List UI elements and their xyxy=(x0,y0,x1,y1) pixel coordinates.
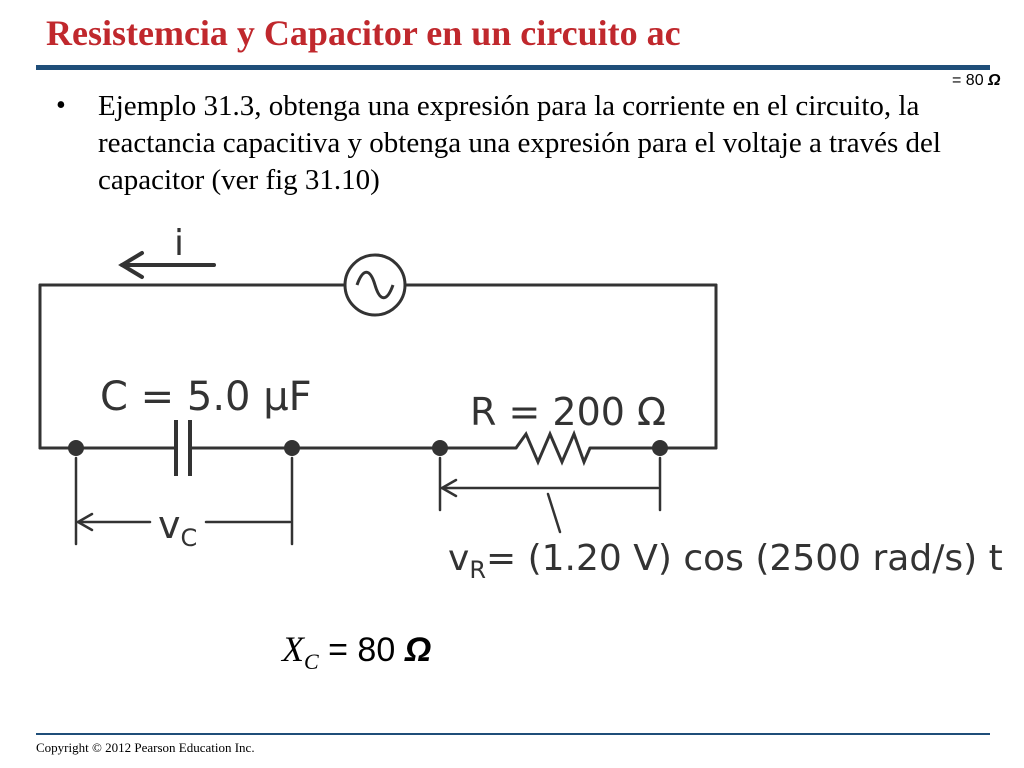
node-3 xyxy=(432,440,448,456)
bullet-text: Ejemplo 31.3, obtenga una expresión para la corriente en el circuito, la reactancia capacitiva y obtenga una expresión para el voltaje a través del capacitor (ver fig 31.10) xyxy=(98,90,941,196)
circuit-diagram xyxy=(0,220,1024,600)
bullet-marker: • xyxy=(56,90,66,121)
vr-label: $v_R= (1.20$ V) cos (2500 rad/s) t xyxy=(448,538,1003,584)
current-arrow-icon xyxy=(122,253,214,277)
capacitor-icon xyxy=(176,420,190,476)
ac-source-icon xyxy=(345,255,405,315)
node-1 xyxy=(68,440,84,456)
vr-expression: = (1.20 V) cos (2500 rad/s) t xyxy=(486,538,1003,579)
resistor-label: R = 200 Ω xyxy=(470,390,667,434)
footer-divider xyxy=(36,733,990,735)
formula-variable: X xyxy=(282,629,304,669)
vr-dimension xyxy=(440,458,660,532)
vc-label: $v_C$ xyxy=(158,503,198,552)
node-4 xyxy=(652,440,668,456)
capacitor-label: C = 5.0 μF xyxy=(100,374,312,420)
formula-value: = 80 xyxy=(318,631,405,669)
slide-title: Resistemcia y Capacitor en un circuito ac xyxy=(46,13,681,53)
reactance-formula xyxy=(282,628,432,674)
resistor-icon xyxy=(516,434,590,462)
vr-subscript: R xyxy=(469,556,486,584)
formula-unit: Ω xyxy=(404,631,432,669)
corner-note-unit: Ω xyxy=(988,72,1001,89)
corner-note-value: = 80 xyxy=(952,72,989,89)
title-divider xyxy=(36,65,990,70)
vc-subscript: C xyxy=(180,524,198,552)
copyright-text: Copyright © 2012 Pearson Education Inc. xyxy=(36,740,255,755)
formula-subscript: C xyxy=(304,649,319,674)
current-label: i xyxy=(174,223,185,264)
node-2 xyxy=(284,440,300,456)
